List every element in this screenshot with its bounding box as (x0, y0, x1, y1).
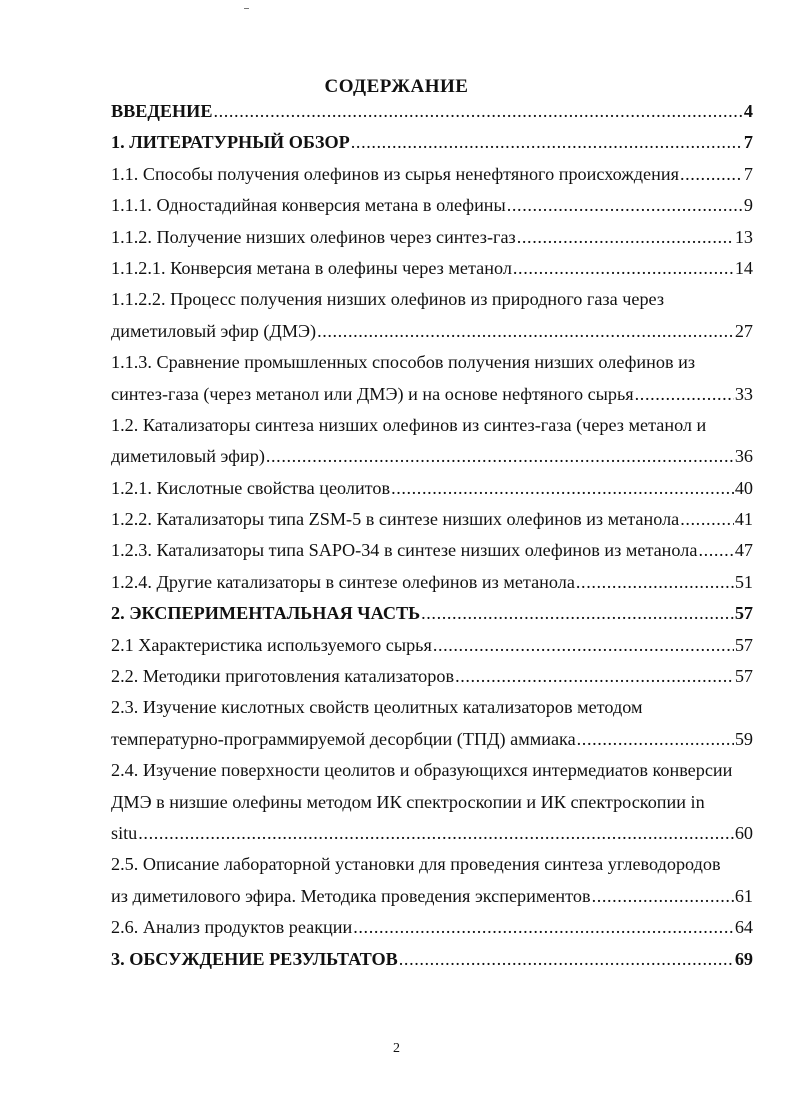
toc-entry (111, 284, 753, 315)
toc-entry (111, 567, 753, 598)
table-of-contents (111, 96, 753, 975)
toc-entry (111, 818, 753, 849)
toc-entry (111, 190, 753, 221)
toc-entry (111, 347, 753, 378)
toc-entry-text: 1.2.4. Другие катализаторы в синтезе олефинов из метанола (111, 571, 575, 592)
toc-entry-page: 33 (734, 383, 753, 404)
toc-entry-text: 1.1. Способы получения олефинов из сырья ненефтяного происхождения (111, 163, 679, 184)
toc-entry-text: 1.2. Катализаторы синтеза низших олефинов из синтез-газа (через метанол и (111, 414, 707, 435)
toc-entry-text: диметиловый эфир) (111, 446, 265, 467)
toc-entry (111, 661, 753, 692)
toc-entry-text: 2.6. Анализ продуктов реакции (111, 917, 353, 938)
toc-entry-page: 57 (734, 666, 753, 687)
dot-leader (433, 630, 734, 661)
toc-entry (111, 379, 753, 410)
dot-leader (513, 253, 734, 284)
toc-entry-text: 1. ЛИТЕРАТУРНЫЙ ОБЗОР (111, 132, 350, 153)
dot-leader (577, 724, 734, 755)
toc-entry (111, 504, 753, 535)
dot-leader (576, 567, 734, 598)
toc-entry-page: 57 (734, 634, 753, 655)
toc-entry-page: 57 (734, 603, 753, 624)
toc-entry (111, 253, 753, 284)
toc-entry-text: из диметилового эфира. Методика проведения экспериментов (111, 885, 591, 906)
toc-entry-text: 1.1.3. Сравнение промышленных способов получения низших олефинов из (111, 352, 696, 373)
toc-entry-page: 7 (743, 132, 753, 153)
dot-leader (399, 944, 734, 975)
toc-entry (111, 724, 753, 755)
dot-leader (353, 912, 734, 943)
dot-leader (507, 190, 743, 221)
toc-entry-text: 3. ОБСУЖДЕНИЕ РЕЗУЛЬТАТОВ (111, 948, 398, 969)
toc-entry-page: 40 (734, 477, 753, 498)
toc-entry-page: 69 (734, 948, 753, 969)
toc-entry-page: 4 (743, 101, 753, 121)
toc-entry (111, 316, 753, 347)
dot-leader (517, 222, 734, 253)
toc-entry (111, 159, 753, 190)
toc-entry (111, 410, 753, 441)
dot-leader (138, 818, 734, 849)
toc-entry-text: синтез-газа (через метанол или ДМЭ) и на основе нефтяного сырья (111, 383, 634, 404)
toc-entry-text: 1.2.1. Кислотные свойства цеолитов (111, 477, 391, 498)
dot-leader (213, 96, 742, 127)
toc-entry-text: 1.1.2. Получение низших олефинов через синтез-газ (111, 226, 516, 247)
toc-entry (111, 755, 753, 786)
toc-entry-text: ВВЕДЕНИЕ (111, 101, 213, 121)
toc-entry (111, 96, 753, 127)
dot-leader (391, 473, 734, 504)
toc-entry-text: 1.1.2.1. Конверсия метана в олефины через метанол (111, 257, 512, 278)
toc-entry-page: 64 (734, 917, 753, 938)
toc-entry (111, 598, 753, 629)
page-title: СОДЕРЖАНИЕ (324, 76, 469, 97)
toc-entry (111, 787, 753, 818)
toc-entry-text: 1.2.3. Катализаторы типа SAPO-34 в синтезе низших олефинов из метанола (111, 540, 698, 561)
toc-entry-text: диметиловый эфир (ДМЭ) (111, 320, 317, 341)
toc-entry (111, 849, 753, 880)
toc-entry-text: 2.3. Изучение кислотных свойств цеолитных катализаторов методом (111, 697, 643, 718)
toc-entry (111, 441, 753, 472)
toc-entry (111, 912, 753, 943)
toc-entry (111, 630, 753, 661)
toc-entry (111, 473, 753, 504)
toc-entry-page: 27 (734, 320, 753, 341)
dot-leader (455, 661, 734, 692)
toc-entry-page: 41 (734, 509, 753, 530)
toc-entry-text: 1.1.2.2. Процесс получения низших олефинов из природного газа через (111, 289, 665, 310)
toc-entry-page: 14 (734, 257, 753, 278)
toc-entry-text: 2. ЭКСПЕРИМЕНТАЛЬНАЯ ЧАСТЬ (111, 603, 421, 624)
toc-entry (111, 222, 753, 253)
toc-entry-text: situ (111, 822, 138, 843)
toc-entry-text: 1.2.2. Катализаторы типа ZSM-5 в синтезе низших олефинов из метанола (111, 509, 680, 530)
toc-entry-page: 9 (743, 195, 753, 216)
dot-leader (421, 598, 734, 629)
toc-entry-page: 13 (734, 226, 753, 247)
toc-entry (111, 944, 753, 975)
dot-leader (592, 881, 734, 912)
toc-entry-page: 36 (734, 446, 753, 467)
dot-leader (266, 441, 734, 472)
toc-entry-text: температурно-программируемой десорбции (ТПД) аммиака (111, 728, 576, 749)
toc-entry-page: 7 (743, 163, 753, 184)
toc-entry (111, 535, 753, 566)
toc-entry-text: 2.1 Характеристика используемого сырья (111, 634, 432, 655)
page-number: 2 (393, 1041, 400, 1056)
dot-leader (317, 316, 734, 347)
toc-entry (111, 881, 753, 912)
dot-leader (635, 379, 734, 410)
toc-entry-text: ДМЭ в низшие олефины методом ИК спектроскопии и ИК спектроскопии in (111, 791, 705, 812)
toc-entry-page: 60 (734, 822, 753, 843)
dot-leader (351, 127, 743, 158)
toc-entry-page: 61 (734, 885, 753, 906)
toc-entry-page: 51 (734, 571, 753, 592)
toc-entry-page: 47 (734, 540, 753, 561)
toc-entry-text: 2.4. Изучение поверхности цеолитов и образующихся интермедиатов конверсии (111, 760, 733, 781)
toc-entry-page: 59 (734, 728, 753, 749)
dot-leader (680, 504, 734, 535)
toc-entry (111, 127, 753, 158)
dot-leader (698, 535, 733, 566)
toc-entry-text: 2.5. Описание лабораторной установки для проведения синтеза углеводородов (111, 854, 721, 875)
toc-entry-text: 1.1.1. Одностадийная конверсия метана в олефины (111, 195, 506, 216)
dot-leader (680, 159, 743, 190)
toc-entry (111, 692, 753, 723)
scan-mark (244, 8, 249, 9)
toc-entry-text: 2.2. Методики приготовления катализаторов (111, 666, 455, 687)
